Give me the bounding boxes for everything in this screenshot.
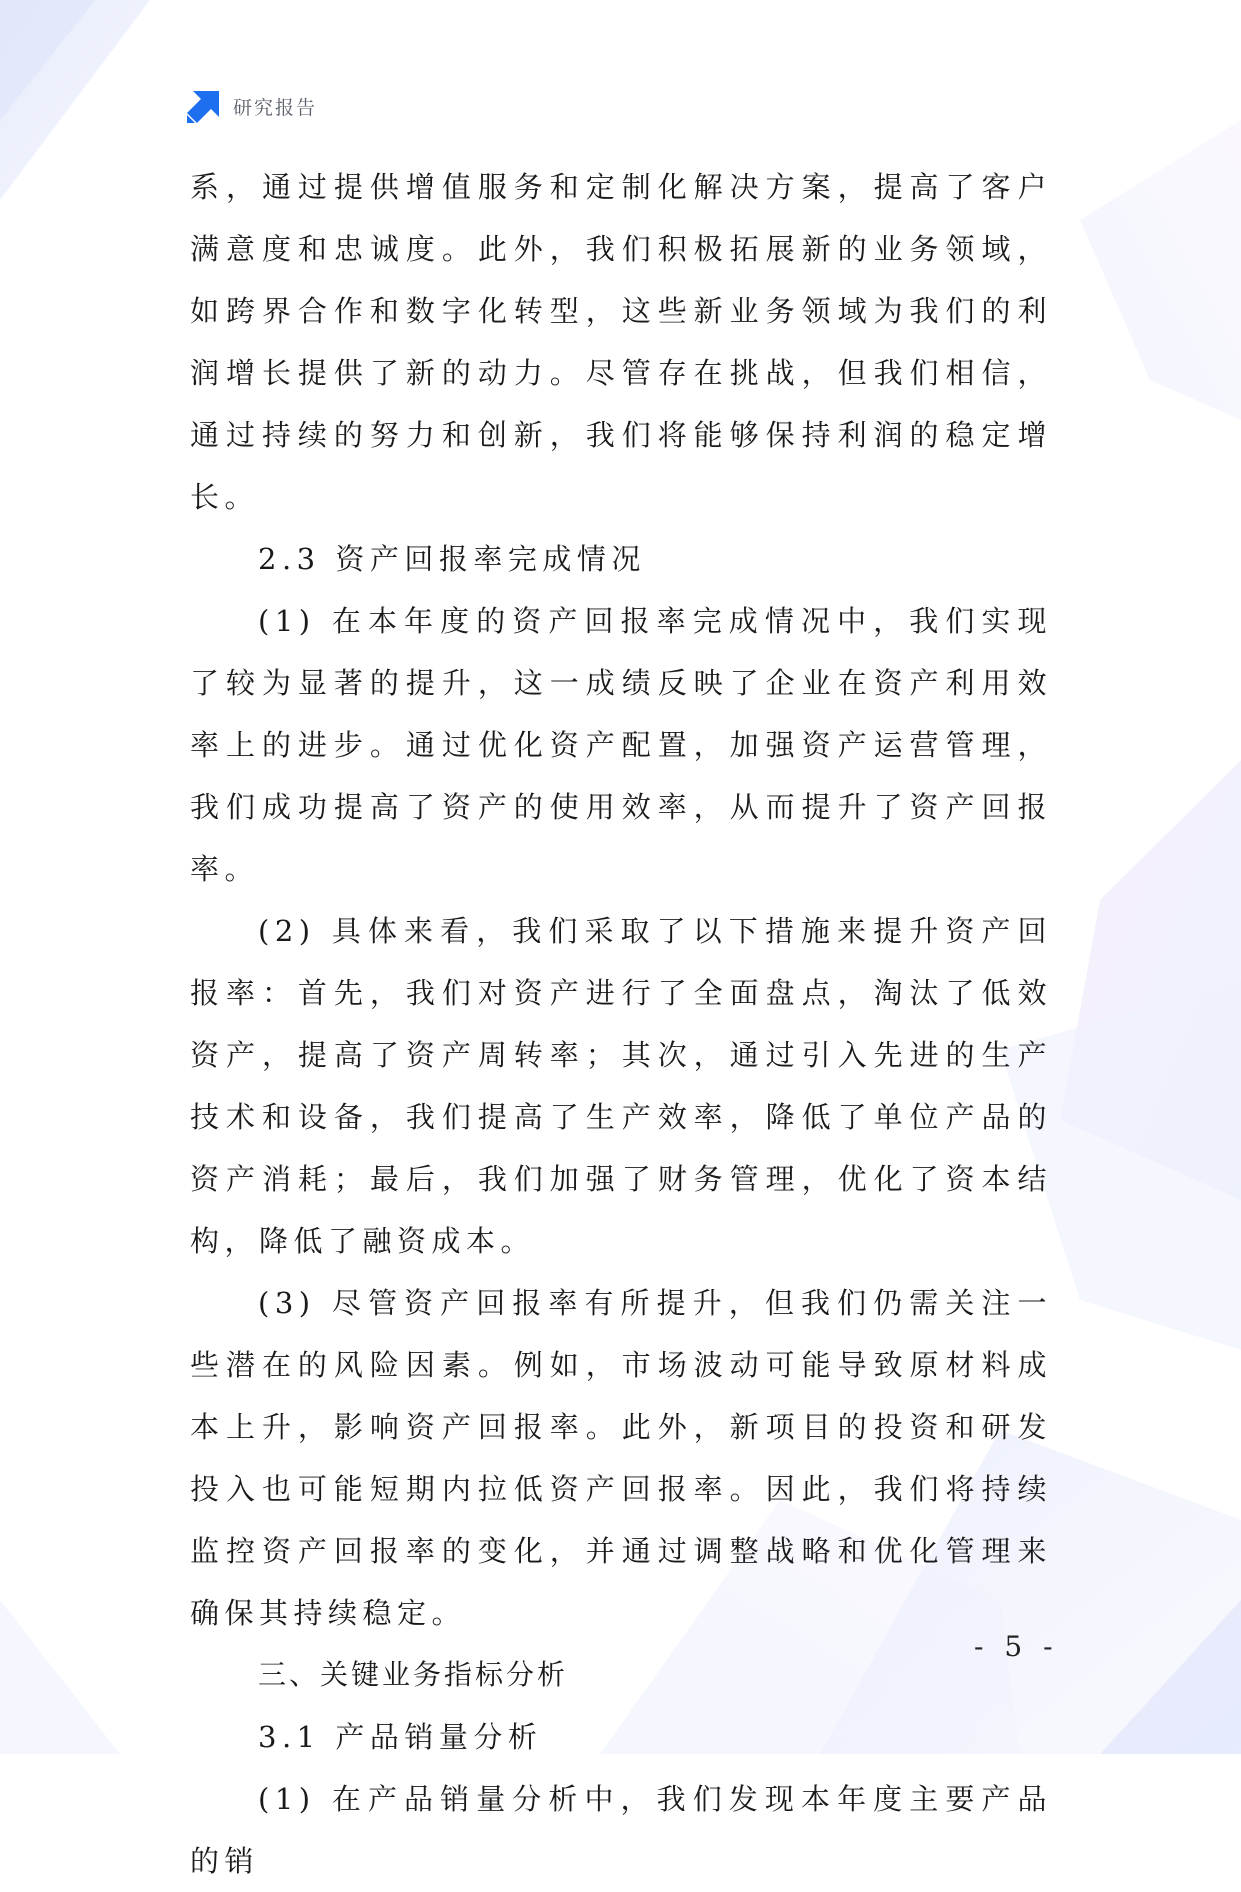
section-heading-3-1: 3.1 产品销量分析 [258, 1720, 543, 1754]
section-heading-2-3: 2.3 资产回报率完成情况 [258, 542, 646, 576]
header-title: 研究报告 [233, 96, 318, 119]
paragraph: (1) 在本年度的资产回报率完成情况中，我们实现了较为显著的提升，这一成绩反映了企业在资产利用效率上的进步。通过优化资产配置，加强资产运营管理，我们成功提高了资产的使用效率，从而提升了资产回报率。 [190, 604, 1052, 886]
arrow-up-right-logo-icon [187, 89, 221, 123]
paragraph: (3) 尽管资产回报率有所提升，但我们仍需关注一些潜在的风险因素。例如，市场波动可能导致原材料成本上升，影响资产回报率。此外，新项目的投资和研发投入也可能短期内拉低资产回报率。因此，我们将持续监控资产回报率的变化，并通过调整战略和优化管理来确保其持续稳定。 [190, 1286, 1052, 1630]
chapter-heading-3: 三、关键业务指标分析 [258, 1658, 569, 1691]
paragraph: 系，通过提供增值服务和定制化解决方案，提高了客户满意度和忠诚度。此外，我们积极拓展新的业务领域，如跨界合作和数字化转型，这些新业务领域为我们的利润增长提供了新的动力。尽管存在挑战，但我们相信，通过持续的努力和创新，我们将能够保持利润的稳定增长。 [190, 170, 1052, 514]
paragraph: (1) 在产品销量分析中，我们发现本年度主要产品的销 [190, 1782, 1052, 1878]
page-number: - 5 - [974, 1630, 1059, 1663]
paragraph: (2) 具体来看，我们采取了以下措施来提升资产回报率：首先，我们对资产进行了全面盘点，淘汰了低效资产，提高了资产周转率；其次，通过引入先进的生产技术和设备，我们提高了生产效率，降低了单位产品的资产消耗；最后，我们加强了财务管理，优化了资本结构，降低了融资成本。 [190, 914, 1052, 1258]
document-body [190, 156, 1052, 1892]
report-header [187, 88, 317, 124]
